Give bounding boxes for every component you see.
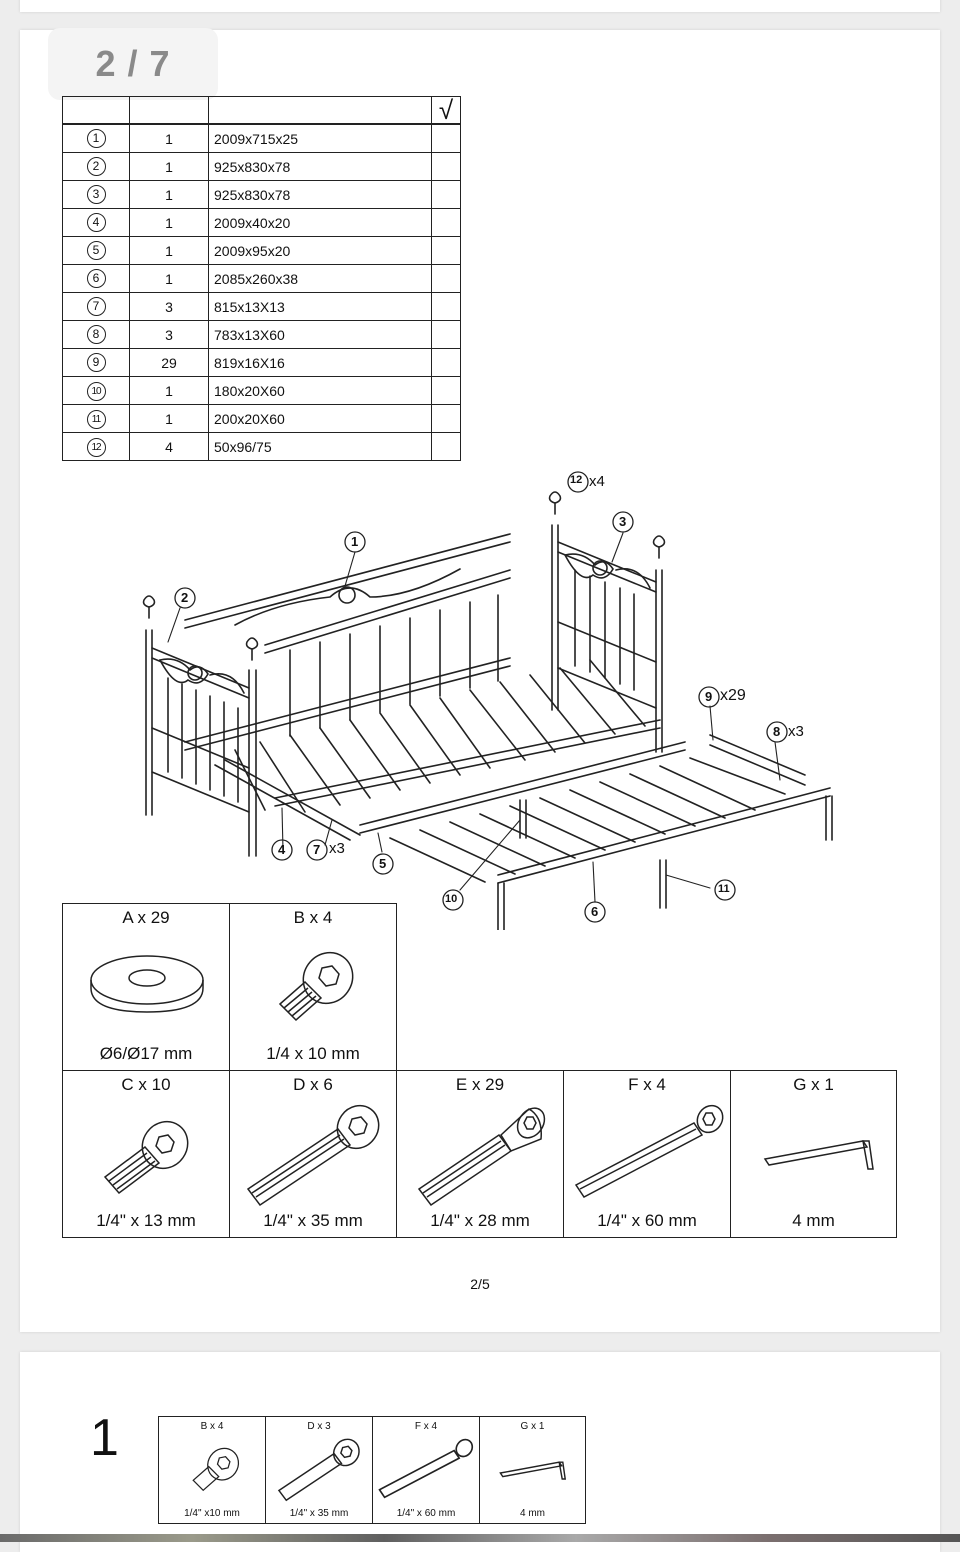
step-hardware-size: 1/4" x 60 mm (396, 1508, 456, 1519)
countersunk-bolt-icon (409, 1099, 559, 1209)
part-dimensions: 925x830x78 (209, 181, 432, 209)
callout-7-mult: x3 (329, 840, 345, 857)
allen-key-icon (498, 1455, 570, 1485)
long-bolt-icon (274, 1435, 366, 1503)
hardware-size: 1/4" x 28 mm (430, 1211, 530, 1230)
step-hardware-b (158, 1416, 266, 1524)
hardware-title: C x 10 (121, 1075, 171, 1094)
part-number: 6 (87, 269, 106, 288)
part-dimensions: 2009x715x25 (209, 124, 432, 153)
part-number: 5 (87, 241, 106, 260)
hardware-title: B x 4 (293, 908, 333, 927)
previous-page (20, 0, 940, 12)
part-dimensions: 2009x40x20 (209, 209, 432, 237)
hardware-title: E x 29 (455, 1075, 505, 1094)
part-quantity: 3 (130, 293, 209, 321)
hardware-box-c (62, 1070, 230, 1238)
part-quantity: 1 (130, 405, 209, 433)
part-dimensions: 180x20X60 (209, 377, 432, 405)
part-number: 10 (87, 382, 106, 401)
page-indicator: 2 / 7 (48, 28, 218, 100)
callout-1: 1 (351, 534, 359, 549)
hardware-title: D x 6 (293, 1075, 333, 1094)
part-dimensions: 783x13X60 (209, 321, 432, 349)
hardware-box-g (730, 1070, 897, 1238)
part-quantity: 1 (130, 153, 209, 181)
page-footer-number: 2/5 (470, 1276, 490, 1292)
hardware-box-f (563, 1070, 731, 1238)
short-bolt-icon (187, 1443, 243, 1499)
part-number: 8 (87, 325, 106, 344)
step-hardware-size: 1/4" x 35 mm (289, 1508, 349, 1519)
part-dimensions: 200x20X60 (209, 405, 432, 433)
callout-8: 8 (773, 724, 781, 739)
part-quantity: 1 (130, 181, 209, 209)
part-number: 7 (87, 297, 106, 316)
part-number: 9 (87, 353, 106, 372)
washer-icon (87, 950, 207, 1020)
callout-5: 5 (379, 856, 387, 871)
callout-3: 3 (619, 514, 627, 529)
hardware-title: G x 1 (793, 1075, 834, 1094)
extra-long-bolt-icon (377, 1435, 475, 1499)
hardware-box-d (229, 1070, 397, 1238)
callout-9: 9 (705, 689, 713, 704)
part-quantity: 3 (130, 321, 209, 349)
step-hardware-f (372, 1416, 480, 1524)
step-hardware-title: B x 4 (200, 1421, 224, 1432)
hardware-size: 4 mm (792, 1211, 835, 1230)
step-hardware-list (158, 1416, 586, 1524)
short-bolt-icon (270, 944, 360, 1034)
part-dimensions: 2085x260x38 (209, 265, 432, 293)
callout-7: 7 (313, 842, 321, 857)
part-number: 12 (87, 438, 106, 457)
part-quantity: 1 (130, 265, 209, 293)
part-number: 11 (87, 410, 106, 429)
part-number: 2 (87, 157, 106, 176)
step-number: 1 (90, 1409, 119, 1467)
callout-10: 10 (445, 893, 458, 905)
part-dimensions: 925x830x78 (209, 153, 432, 181)
step-hardware-d (265, 1416, 373, 1524)
step-hardware-title: D x 3 (307, 1421, 331, 1432)
hardware-title: F x 4 (628, 1075, 666, 1094)
part-dimensions: 50x96/75 (209, 433, 432, 461)
step-hardware-size: 4 mm (520, 1508, 545, 1519)
callout-12-mult: x4 (589, 473, 605, 490)
step-hardware-g (479, 1416, 586, 1524)
step-hardware-title: F x 4 (414, 1421, 438, 1432)
hardware-size: 1/4 x 10 mm (266, 1044, 360, 1063)
step-hardware-title: G x 1 (520, 1421, 545, 1432)
part-number: 1 (87, 129, 106, 148)
part-quantity: 1 (130, 124, 209, 153)
part-number: 4 (87, 213, 106, 232)
check-column-header: √ (432, 97, 461, 125)
part-number: 3 (87, 185, 106, 204)
hardware-size: 1/4" x 13 mm (96, 1211, 196, 1230)
callout-labels (20, 30, 940, 930)
callout-9-mult: x29 (720, 687, 746, 704)
bolt-icon (99, 1111, 199, 1201)
part-dimensions: 819x16X16 (209, 349, 432, 377)
thumbnail-strip[interactable] (0, 1534, 960, 1542)
hardware-box-e (396, 1070, 564, 1238)
callout-8-mult: x3 (788, 723, 804, 740)
part-dimensions: 815x13X13 (209, 293, 432, 321)
hardware-size: 1/4" x 35 mm (263, 1211, 363, 1230)
extra-long-bolt-icon (572, 1099, 727, 1199)
part-quantity: 4 (130, 433, 209, 461)
part-quantity: 29 (130, 349, 209, 377)
callout-6: 6 (591, 904, 599, 919)
manual-page-3 (20, 1352, 940, 1552)
hardware-size: 1/4" x 60 mm (597, 1211, 697, 1230)
long-bolt-icon (240, 1099, 390, 1209)
hardware-title: A x 29 (122, 908, 170, 927)
manual-page-2 (20, 30, 940, 1332)
hardware-box-a (62, 903, 230, 1071)
callout-11: 11 (718, 883, 730, 895)
hardware-box-b (229, 903, 397, 1071)
step-hardware-size: 1/4" x10 mm (184, 1508, 240, 1519)
part-dimensions: 2009x95x20 (209, 237, 432, 265)
hardware-size: Ø6/Ø17 mm (99, 1044, 193, 1063)
allen-key-icon (761, 1129, 881, 1179)
callout-4: 4 (278, 842, 286, 857)
callout-2: 2 (181, 590, 189, 605)
callout-12: 12 (570, 474, 583, 486)
part-quantity: 1 (130, 209, 209, 237)
part-quantity: 1 (130, 377, 209, 405)
part-quantity: 1 (130, 237, 209, 265)
